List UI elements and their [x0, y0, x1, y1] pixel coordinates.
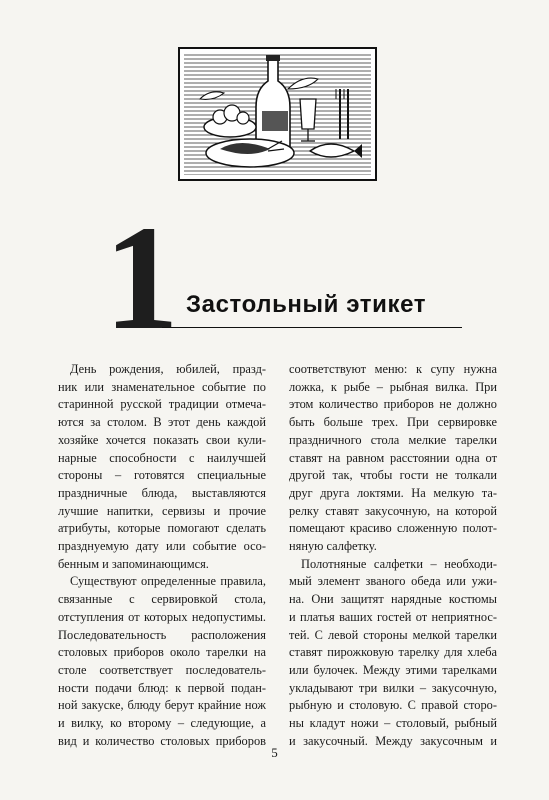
text-line: стороны – готовятся специальные: [58, 468, 266, 483]
text-line: релку ставят закусочную, на которой: [289, 503, 497, 518]
text-line: столе соответствует последователь-: [58, 662, 266, 677]
text-line: связанные с сервировкой стола,: [58, 592, 266, 607]
text-line: нарные способности с наилучшей: [58, 450, 266, 465]
text-line: хозяйке хочется показать свои кули-: [58, 432, 266, 447]
text-line: ник или знаменательное событие по: [58, 379, 266, 394]
text-line: Существуют определенные правила,: [70, 574, 266, 589]
text-line: на. Они защитят нарядные костюмы: [289, 592, 497, 607]
paragraph: [58, 361, 266, 573]
text-line: мый элемент званого обеда или ужи-: [289, 574, 497, 589]
paragraph: [289, 556, 497, 751]
text-line: ности подачи блюд: к первой подан-: [58, 680, 266, 695]
text-line: Последовательность расположения: [58, 627, 266, 642]
text-line: быть больше трех. При сервировке: [289, 415, 497, 430]
text-line: старинной русской традиции отмеча-: [58, 397, 266, 412]
text-line: соответствуют меню: к супу нужна: [289, 362, 497, 376]
text-line: вид и количество столовых приборов: [58, 733, 266, 748]
text-line: и вилку, ко второму – следующие, а: [58, 716, 266, 731]
chapter-title: Застольный этикет: [186, 291, 427, 318]
text-line: Полотняные салфетки – необходи-: [301, 556, 497, 571]
chapter-rule: [162, 327, 462, 328]
still-life-illustration: [178, 47, 377, 181]
text-line: и платья ваших гостей от неприятнос-: [289, 609, 497, 624]
text-line: ставят пирожковую тарелку для хлеба: [289, 645, 497, 660]
text-line: празднуемую дату или событие осо-: [58, 539, 266, 554]
text-line: ны кладут ножи – столовый, рыбный: [289, 716, 497, 731]
page-number: 5: [271, 745, 278, 760]
text-line: отступления от которых недопустимы.: [58, 609, 266, 624]
text-line: рыбную и столовую. С правой сторо-: [289, 698, 497, 713]
text-line: лучшие напитки, сервизы и прочие: [58, 503, 266, 518]
text-column-right: [289, 361, 497, 750]
text-line: или булочек. Между этими тарелками: [289, 662, 497, 677]
text-line: День рождения, юбилей, празд-: [70, 362, 266, 376]
paragraph: [58, 573, 266, 750]
text-line: праздничного стола мелкие тарелки: [289, 432, 497, 447]
text-line: тей. С левой стороны мелкой тарелки: [289, 627, 497, 642]
text-line: ются за столом. В этот день каждой: [58, 415, 266, 430]
text-line: помещают красиво сложенную полот-: [289, 521, 497, 536]
text-line: и закусочный. Между закусочным и: [289, 733, 497, 748]
text-line: этом количество приборов не должно: [289, 397, 497, 412]
text-line: укладывают три вилки – закусочную,: [289, 680, 497, 695]
still-life-icon: [180, 49, 375, 179]
text-line: столовых приборов около тарелки на: [58, 645, 266, 660]
text-line: атрибуты, которые помогают сделать: [58, 521, 266, 536]
text-line: ставят на равном расстоянии одна от: [289, 450, 497, 465]
text-line: другой так, чтобы гости не толкали: [289, 468, 497, 483]
text-line: ной закуске, блюду берут крайние нож: [58, 698, 266, 713]
text-line: праздничные блюда, выставляются: [58, 485, 266, 500]
text-line: няную салфетку.: [289, 539, 377, 554]
text-column-left: [58, 361, 266, 750]
text-line: ложка, к рыбе – рыбная вилка. При: [289, 379, 497, 394]
paragraph: [289, 361, 497, 556]
chapter-number: 1: [104, 195, 179, 361]
text-line: бенным и запоминающимся.: [58, 556, 209, 571]
text-line: друг друга локтями. На мелкую та-: [289, 485, 497, 500]
